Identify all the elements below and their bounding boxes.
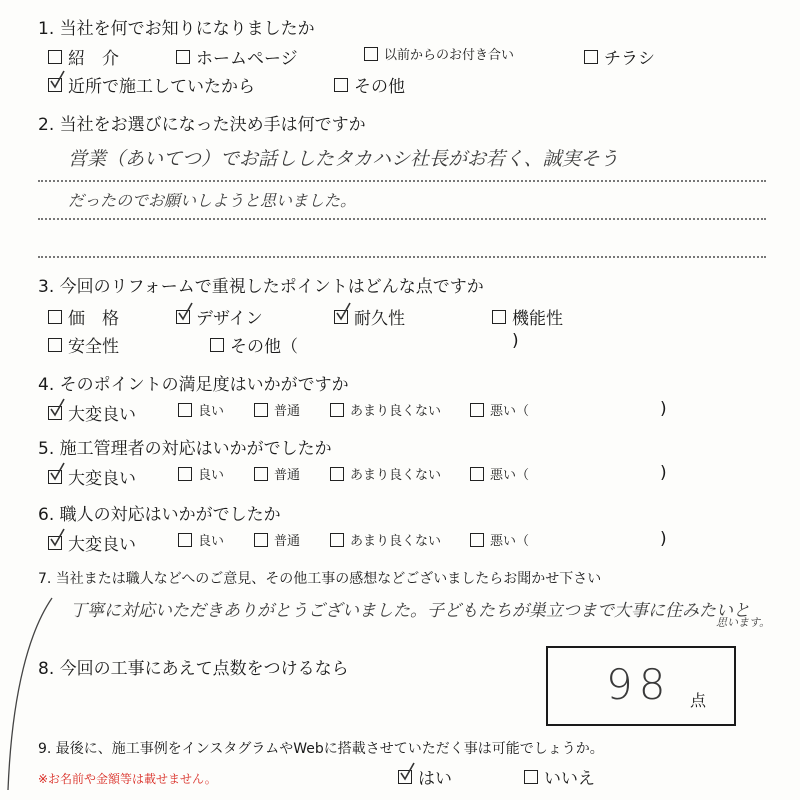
- option-functionality[interactable]: 機能性: [492, 304, 563, 329]
- close-paren: ): [512, 331, 519, 351]
- question-2-title: 2. 当社をお選びになった決め手は何ですか: [38, 115, 366, 135]
- checkbox[interactable]: [176, 50, 190, 64]
- handwritten-comment-line-1: 丁寧に対応いただきありがとうございました。子どもたちが巣立つまで大事に住みたいと: [70, 601, 750, 621]
- option-safety[interactable]: 安全性: [48, 332, 119, 357]
- checkbox[interactable]: [178, 467, 192, 481]
- option-good[interactable]: 良い: [178, 464, 224, 483]
- question-8-title: 8. 今回の工事にあえて点数をつけるなら: [38, 659, 349, 679]
- checkbox[interactable]: [48, 310, 62, 324]
- check-mark-icon: [47, 398, 69, 420]
- option-price[interactable]: 価 格: [48, 304, 119, 329]
- option-good[interactable]: 良い: [178, 400, 224, 419]
- checkbox-checked[interactable]: [398, 770, 412, 784]
- checkbox[interactable]: [254, 403, 268, 417]
- question-5-title: 5. 施工管理者の対応はいかがでしたか: [38, 439, 332, 459]
- option-bad[interactable]: 悪い（: [470, 530, 529, 549]
- question-4-title: 4. そのポイントの満足度はいかがですか: [38, 375, 349, 395]
- checkbox-checked[interactable]: [176, 310, 190, 324]
- checkbox-checked[interactable]: [48, 78, 62, 92]
- checkbox[interactable]: [254, 533, 268, 547]
- option-introduction[interactable]: 紹 介: [48, 44, 119, 69]
- option-very-good[interactable]: 大変良い: [48, 464, 136, 489]
- question-9-title: 9. 最後に、施工事例をインスタグラムやWebに搭載させていただく事は可能でしょうか。: [38, 741, 604, 757]
- close-paren: ): [660, 529, 667, 549]
- handwritten-score: 98: [606, 660, 672, 709]
- check-mark-icon: [333, 302, 355, 324]
- checkbox[interactable]: [470, 467, 484, 481]
- checkbox[interactable]: [178, 533, 192, 547]
- checkbox-checked[interactable]: [48, 536, 62, 550]
- answer-line-divider: [38, 218, 766, 220]
- checkbox[interactable]: [330, 533, 344, 547]
- question-3-title: 3. 今回のリフォームで重視したポイントはどんな点ですか: [38, 277, 484, 297]
- option-bad[interactable]: 悪い（: [470, 464, 529, 483]
- privacy-note: ※お名前や金額等は載せません。: [38, 772, 217, 786]
- option-not-very-good[interactable]: あまり良くない: [330, 464, 441, 483]
- check-mark-icon: [397, 762, 419, 784]
- checkbox[interactable]: [470, 533, 484, 547]
- checkbox[interactable]: [330, 467, 344, 481]
- option-not-very-good[interactable]: あまり良くない: [330, 530, 441, 549]
- checkbox[interactable]: [254, 467, 268, 481]
- handwritten-answer-line-2: だったのでお願いしようと思いました。: [68, 191, 357, 210]
- checkbox[interactable]: [364, 47, 378, 61]
- checkbox[interactable]: [330, 403, 344, 417]
- close-paren: ): [660, 463, 667, 483]
- handwritten-comment-line-2: 思います。: [716, 616, 771, 629]
- question-7-title: 7. 当社または職人などへのご意見、その他工事の感想などございましたらお聞かせ下さい: [38, 571, 602, 587]
- option-other[interactable]: その他: [334, 72, 405, 97]
- pen-stroke-mark: [0, 590, 60, 800]
- option-other[interactable]: その他（: [210, 332, 298, 357]
- option-bad[interactable]: 悪い（: [470, 400, 529, 419]
- checkbox[interactable]: [178, 403, 192, 417]
- question-6-title: 6. 職人の対応はいかがでしたか: [38, 505, 281, 525]
- check-mark-icon: [175, 302, 197, 324]
- check-mark-icon: [47, 462, 69, 484]
- check-mark-icon: [47, 70, 69, 92]
- option-homepage[interactable]: ホームページ: [176, 44, 298, 69]
- option-good[interactable]: 良い: [178, 530, 224, 549]
- check-mark-icon: [47, 528, 69, 550]
- score-unit-label: 点: [690, 691, 707, 710]
- checkbox[interactable]: [334, 78, 348, 92]
- checkbox-checked[interactable]: [334, 310, 348, 324]
- option-nearby-construction[interactable]: 近所で施工していたから: [48, 72, 255, 97]
- option-durability[interactable]: 耐久性: [334, 304, 405, 329]
- option-average[interactable]: 普通: [254, 464, 300, 483]
- checkbox[interactable]: [470, 403, 484, 417]
- checkbox[interactable]: [492, 310, 506, 324]
- option-design[interactable]: デザイン: [176, 304, 263, 329]
- score-box[interactable]: [546, 646, 736, 726]
- option-average[interactable]: 普通: [254, 400, 300, 419]
- option-prior-relationship[interactable]: 以前からのお付き合い: [364, 44, 514, 63]
- option-very-good[interactable]: 大変良い: [48, 530, 136, 555]
- checkbox[interactable]: [48, 338, 62, 352]
- answer-line-divider: [38, 256, 766, 258]
- close-paren: ): [660, 399, 667, 419]
- option-flyer[interactable]: チラシ: [584, 44, 655, 69]
- option-very-good[interactable]: 大変良い: [48, 400, 136, 425]
- checkbox[interactable]: [584, 50, 598, 64]
- checkbox-checked[interactable]: [48, 406, 62, 420]
- option-average[interactable]: 普通: [254, 530, 300, 549]
- option-yes[interactable]: はい: [398, 764, 452, 789]
- handwritten-answer-line-1: 営業（あいてつ）でお話ししたタカハシ社長がお若く、誠実そう: [68, 148, 619, 170]
- question-1-title: 1. 当社を何でお知りになりましたか: [38, 19, 315, 39]
- checkbox-checked[interactable]: [48, 470, 62, 484]
- checkbox[interactable]: [48, 50, 62, 64]
- option-no[interactable]: いいえ: [524, 764, 595, 789]
- answer-line-divider: [38, 180, 766, 182]
- checkbox[interactable]: [524, 770, 538, 784]
- option-not-very-good[interactable]: あまり良くない: [330, 400, 441, 419]
- checkbox[interactable]: [210, 338, 224, 352]
